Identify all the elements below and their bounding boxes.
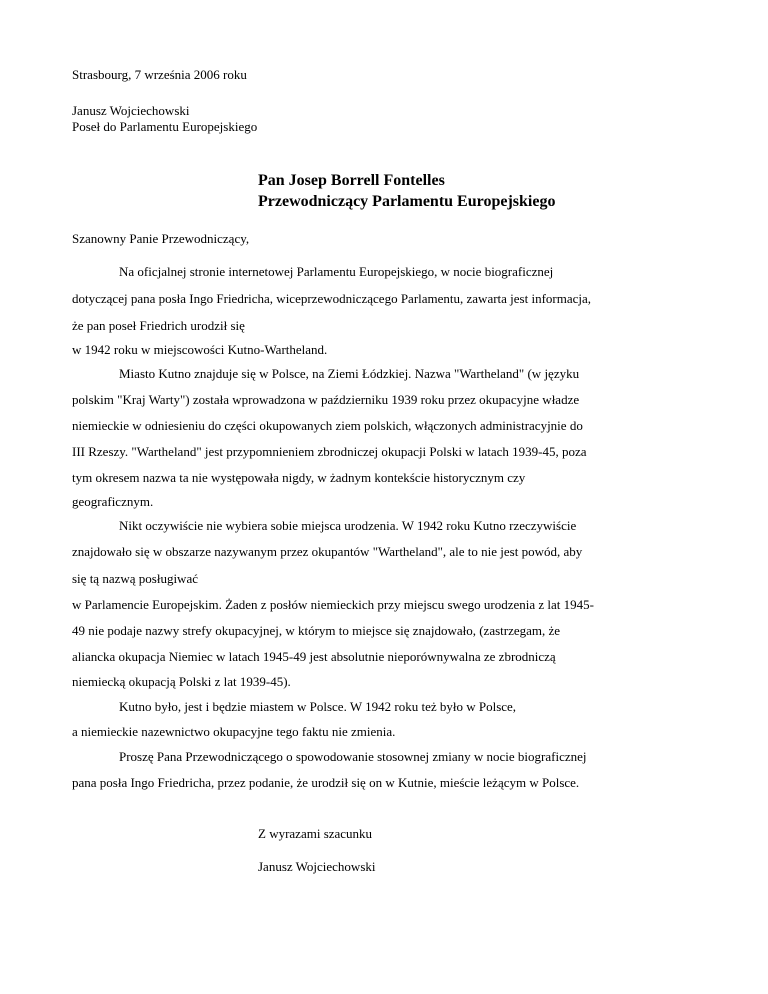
body-line: 49 nie podaje nazwy strefy okupacyjnej, w którym to miejsce się znajdowało, (zastrzegam, że [72, 623, 561, 638]
body-line: aliancka okupacja Niemiec w latach 1945-49 jest absolutnie nieporównywalna ze zbrodniczą [72, 649, 556, 664]
body-line: w Parlamencie Europejskim. Żaden z posłów niemieckich przy miejscu swego urodzenia z lat 1945- [72, 597, 594, 612]
body-line: niemieckie w odniesieniu do części okupowanych ziem polskich, włączonych administracyjnie do [72, 418, 583, 433]
body-line: geograficznym. [72, 494, 154, 509]
recipient-title: Przewodniczący Parlamentu Europejskiego [258, 193, 556, 210]
body-line: w 1942 roku w miejscowości Kutno-Wartheland. [72, 342, 328, 357]
body-line: dotyczącej pana posła Ingo Friedricha, wiceprzewodniczącego Parlamentu, zawarta jest informacja, [72, 291, 592, 306]
body-line: pana posła Ingo Friedricha, przez podanie, że urodził się on w Kutnie, mieście leżącym w Polsce. [72, 775, 580, 790]
sender-title: Poseł do Parlamentu Europejskiego [72, 119, 258, 134]
body-line: Na oficjalnej stronie internetowej Parlamentu Europejskiego, w nocie biograficznej [119, 264, 554, 279]
body-line: znajdowało się w obszarze nazywanym przez okupantów "Wartheland", ale to nie jest powód, aby [72, 544, 583, 559]
body-line: polskim "Kraj Warty") została wprowadzona w październiku 1939 roku przez okupacyjne władze [72, 392, 580, 407]
body-line: się tą nazwą posługiwać [72, 571, 198, 586]
body-line: Nikt oczywiście nie wybiera sobie miejsca urodzenia. W 1942 roku Kutno rzeczywiście [119, 518, 577, 533]
body-line: tym okresem nazwa ta nie występowała nigdy, w żadnym kontekście historycznym czy [72, 470, 526, 485]
body-line: Kutno było, jest i będzie miastem w Polsce. W 1942 roku też było w Polsce, [119, 699, 517, 714]
place-date: Strasbourg, 7 września 2006 roku [72, 67, 247, 82]
sender-name: Janusz Wojciechowski [72, 103, 190, 118]
body-line: a niemieckie nazewnictwo okupacyjne tego faktu nie zmienia. [72, 724, 396, 739]
recipient-name: Pan Josep Borrell Fontelles [258, 172, 445, 189]
body-line: że pan poseł Friedrich urodził się [72, 318, 245, 333]
body-line: niemiecką okupacją Polski z lat 1939-45). [72, 674, 291, 689]
body-line: Miasto Kutno znajduje się w Polsce, na Ziemi Łódzkiej. Nazwa "Wartheland" (w języku [119, 366, 580, 381]
salutation: Szanowny Panie Przewodniczący, [72, 231, 250, 246]
body-line: III Rzeszy. "Wartheland" jest przypomnieniem zbrodniczej okupacji Polski w latach 1939-45, poza [72, 444, 587, 459]
signature-name: Janusz Wojciechowski [258, 859, 376, 874]
closing-phrase: Z wyrazami szacunku [258, 826, 373, 841]
body-line: Proszę Pana Przewodniczącego o spowodowanie stosownej zmiany w nocie biograficznej [119, 749, 587, 764]
